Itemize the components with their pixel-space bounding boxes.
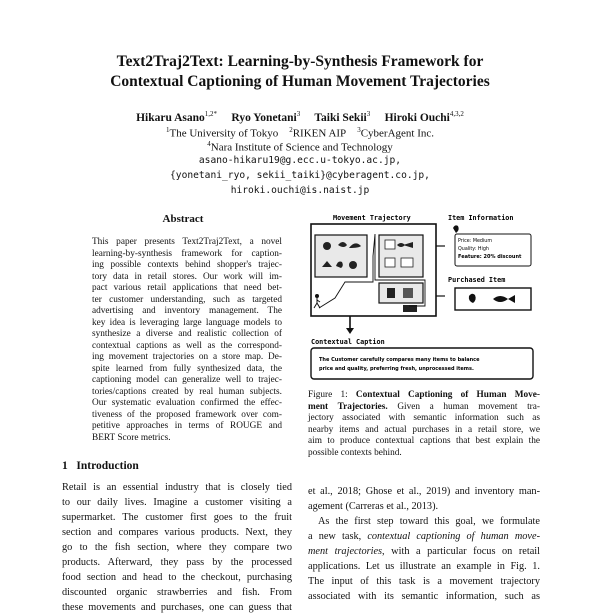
text-line: to our daily lives. Imagine a customer visiting a: [62, 497, 292, 508]
text-line: a new task, contextual captioning of human move-: [308, 531, 541, 542]
strawberry-icon: [453, 225, 459, 233]
author: Hikaru Asano$^{1,2*}$: [136, 110, 218, 124]
text-line: The input of this task is a movement trajectory: [308, 576, 540, 587]
caption-line: nearby items and actual purchases in a retail store, we: [308, 424, 540, 435]
purchased-item-label: Purchased Item: [448, 276, 506, 284]
title-line-1: Text2Traj2Text: Learning-by-Synthesis Framework for: [116, 53, 484, 70]
item-price: Price: Medium: [458, 239, 493, 244]
title-line-2: Contextual Captioning of Human Movement Trajectories: [110, 73, 490, 90]
text-line: advertising and inventory management. The: [92, 306, 282, 316]
caption-line: ment Trajectories. Given a human movement tra-: [308, 401, 541, 412]
text-line: Our systematic evaluation confirmed the effec-: [92, 398, 282, 408]
text-line: spite learned from fully synthesized data, the: [92, 363, 282, 374]
paper-title: [0, 52, 600, 92]
caption-line: jectory associated with semantic information such as: [308, 413, 540, 423]
text-line: section and compares various products. Next, they: [62, 527, 292, 538]
meat-pack-icon: [385, 240, 395, 249]
text-line: key idea is leveraging large language models to: [92, 317, 282, 328]
text-line: petitive approaches in terms of ROUGE and: [92, 421, 282, 431]
text-line: go to the fish section, where they compare two: [62, 542, 292, 553]
text-line: food section and head to the checkout, purchasing: [62, 572, 292, 583]
caption-text-line: price and quality, preferring fresh, unprocessed items.: [319, 366, 474, 372]
text-line: captioning model can generalize well to trajec-: [92, 375, 282, 385]
email-line: asano-hikaru19@g.ecc.u-tokyo.ac.jp,: [198, 155, 402, 166]
fish-pack-icon: [401, 258, 413, 267]
text-line: tory data in retail stores. Our work will im-: [92, 271, 282, 282]
introduction-body: [62, 480, 292, 615]
caption-text-line: The Customer carefully compares many items to balance: [319, 357, 480, 363]
text-line: synthesize a diverse and realistic collection of: [92, 329, 282, 339]
author: Hiroki Ouchi$^{4,3,2}$: [384, 110, 464, 124]
processed-food-section: [379, 283, 423, 303]
meat-pack-icon: [385, 258, 395, 267]
text-line: applications. Let us illustrate an example in Fig. 1.: [308, 561, 540, 572]
item-information-label: Item Information: [448, 214, 514, 222]
walking-person-icon: [314, 294, 320, 308]
text-line: discounted organic strawberries and fish. From: [62, 587, 292, 598]
figure-1: [305, 210, 540, 385]
snack-icon: [403, 288, 413, 298]
text-line: This paper presents Text2Traj2Text, a novel: [92, 237, 282, 247]
text-line: ing movement trajectories on a store map. De-: [92, 352, 282, 362]
text-line: ment trajectories, with a particular focus on retail: [308, 546, 540, 557]
author: Taiki Sekii$^3$: [314, 110, 371, 124]
caption-line: Figure 1: Contextual Captioning of Human Move-: [308, 390, 540, 400]
text-line: pact various retail applications that need bet-: [92, 283, 282, 293]
email-line: {yonetani_ryo, sekii_taiki}@cyberagent.co.jp,: [170, 170, 430, 181]
author: Ryo Yonetani$^3$: [231, 110, 301, 124]
abstract-heading: Abstract: [162, 213, 204, 225]
text-line: Retail is an essential industry that is closely tied: [62, 482, 292, 493]
email-line: hiroki.ouchi@is.naist.jp: [230, 185, 370, 196]
movement-trajectory-label: Movement Trajectory: [333, 214, 411, 222]
arrowhead: [346, 328, 354, 334]
caption-line: possible contexts behind.: [308, 447, 402, 458]
abstract-body: [92, 237, 282, 444]
text-line: As the first step toward this goal, we formulate: [318, 516, 540, 527]
text-line: supermarket. The customer first goes to the fruit: [62, 512, 292, 523]
grape-icon: [323, 242, 331, 250]
text-line: tiveness of the proposed framework over com-: [92, 409, 282, 420]
item-feature: Feature: 20% discount: [458, 254, 522, 260]
text-line: products. Afterward, they pass by the processed: [62, 557, 292, 568]
text-line: tories/captions created by real human subjects.: [92, 386, 282, 397]
text-line: ing possible contexts behind shopper's trajec-: [92, 260, 282, 270]
item-quality: Quality: High: [458, 247, 489, 252]
caption-line: aim to produce contextual captions that best explain the: [308, 436, 540, 446]
section-heading-introduction: 1 Introduction: [62, 460, 139, 472]
figure-caption: [308, 390, 540, 459]
text-line: associated with its semantic information, such as: [308, 591, 540, 602]
affiliations-line-1: $^1$The University of Tokyo $^2$RIKEN AIP $^3$CyberAgent Inc.: [165, 126, 434, 140]
text-line: agement (Carreras et al., 2013).: [308, 501, 439, 512]
text-line: these movements and purchases, one can guess that: [62, 602, 292, 613]
text-line: learning-by-synthesis framework for caption-: [92, 248, 282, 259]
text-line: ter customer understanding, such as targeted: [92, 294, 282, 305]
contextual-caption-label: Contextual Caption: [311, 338, 385, 346]
canned-food-icon: [387, 288, 395, 298]
apple-icon: [349, 261, 357, 269]
author-list: [0, 110, 600, 124]
text-line: et al., 2018; Ghose et al., 2019) and inventory man-: [308, 486, 540, 497]
affiliations-line-2: $^4$Nara Institute of Science and Technology: [207, 140, 393, 154]
text-line: contextual captions as well as the correspond-: [92, 340, 282, 351]
text-line: BERT Score metrics.: [92, 432, 171, 443]
fruit-section: [315, 235, 367, 277]
contextual-caption-box: [311, 348, 533, 379]
right-column-body: [308, 484, 540, 604]
